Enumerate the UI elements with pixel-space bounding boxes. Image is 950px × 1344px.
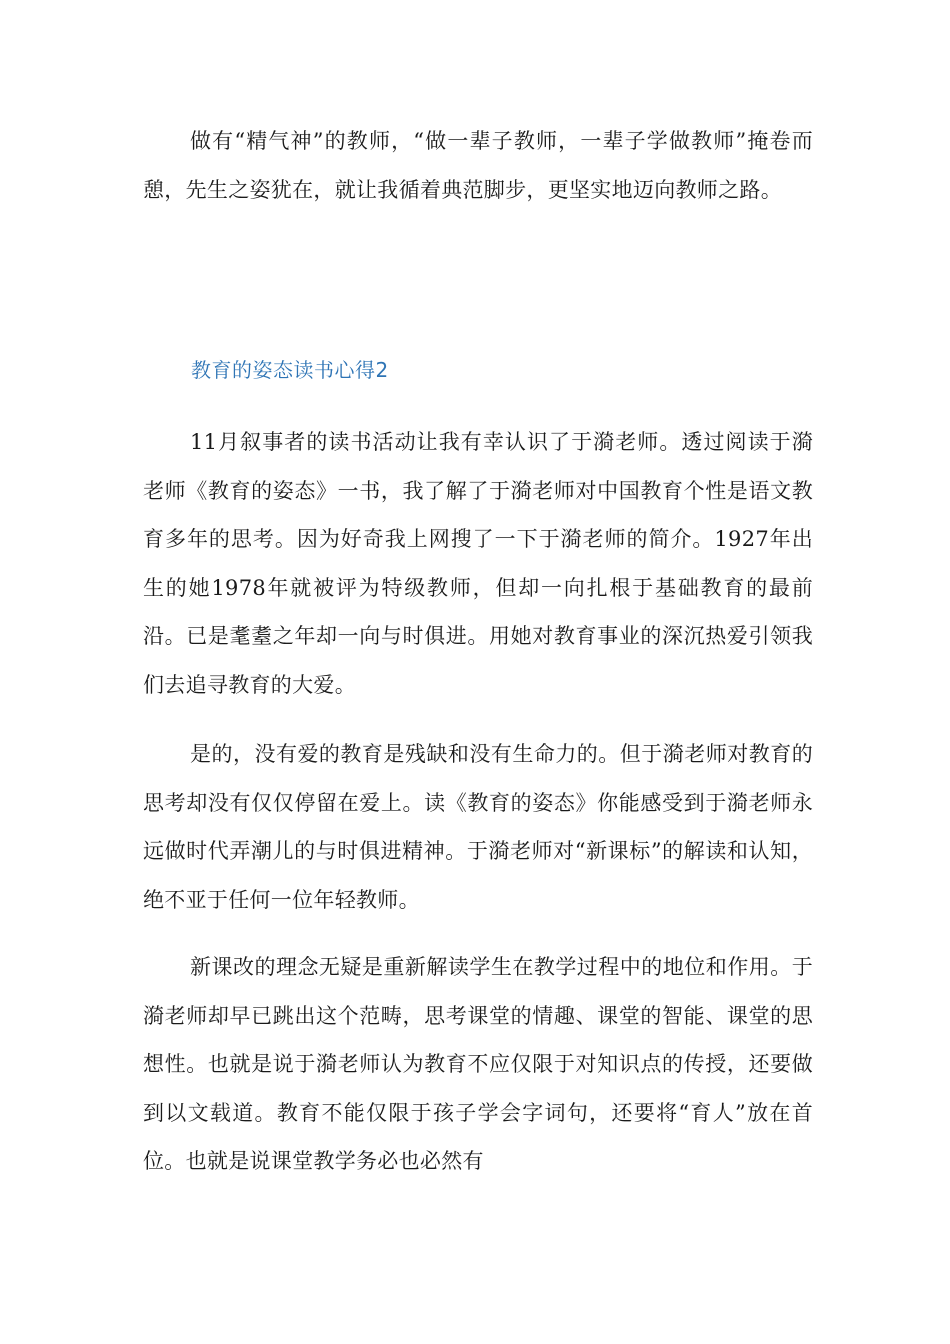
intro-paragraph: 做有“精气神”的教师，“做一辈子教师，一辈子学做教师”掩卷而憩，先生之姿犹在，就让我循着典范脚步，更坚实地迈向教师之路。 (143, 129, 813, 202)
body-paragraph-3: 新课改的理念无疑是重新解读学生在教学过程中的地位和作用。于漪老师却早已跳出这个范畴，思考课堂的情趣、课堂的智能、课堂的思想性。也就是说于漪老师认为教育不应仅限于对知识点的传授，还要做到以文载道。教育不能仅限于孩子学会字词句，还要将“育人”放在首位。也就是说课堂教学务必也必然有 (143, 955, 813, 1173)
body-paragraph-2: 是的，没有爱的教育是残缺和没有生命力的。但于漪老师对教育的思考却没有仅仅停留在爱上。读《教育的姿态》你能感受到于漪老师永远做时代弄潮儿的与时俱进精神。于漪老师对“新课标”的解读和认知，绝不亚于任何一位年轻教师。 (143, 742, 813, 912)
section-heading: 教育的姿态读书心得2 (191, 358, 389, 382)
body-paragraph-1: 11月叙事者的读书活动让我有幸认识了于漪老师。透过阅读于漪老师《教育的姿态》一书，我了解了于漪老师对中国教育个性是语文教育多年的思考。因为好奇我上网搜了一下于漪老师的简介。1927年出生的她1978年就被评为特级教师，但却一向扎根于基础教育的最前沿。已是耄耋之年却一向与时俱进。用她对教育事业的深沉热爱引领我们去追寻教育的大爱。 (143, 430, 813, 697)
